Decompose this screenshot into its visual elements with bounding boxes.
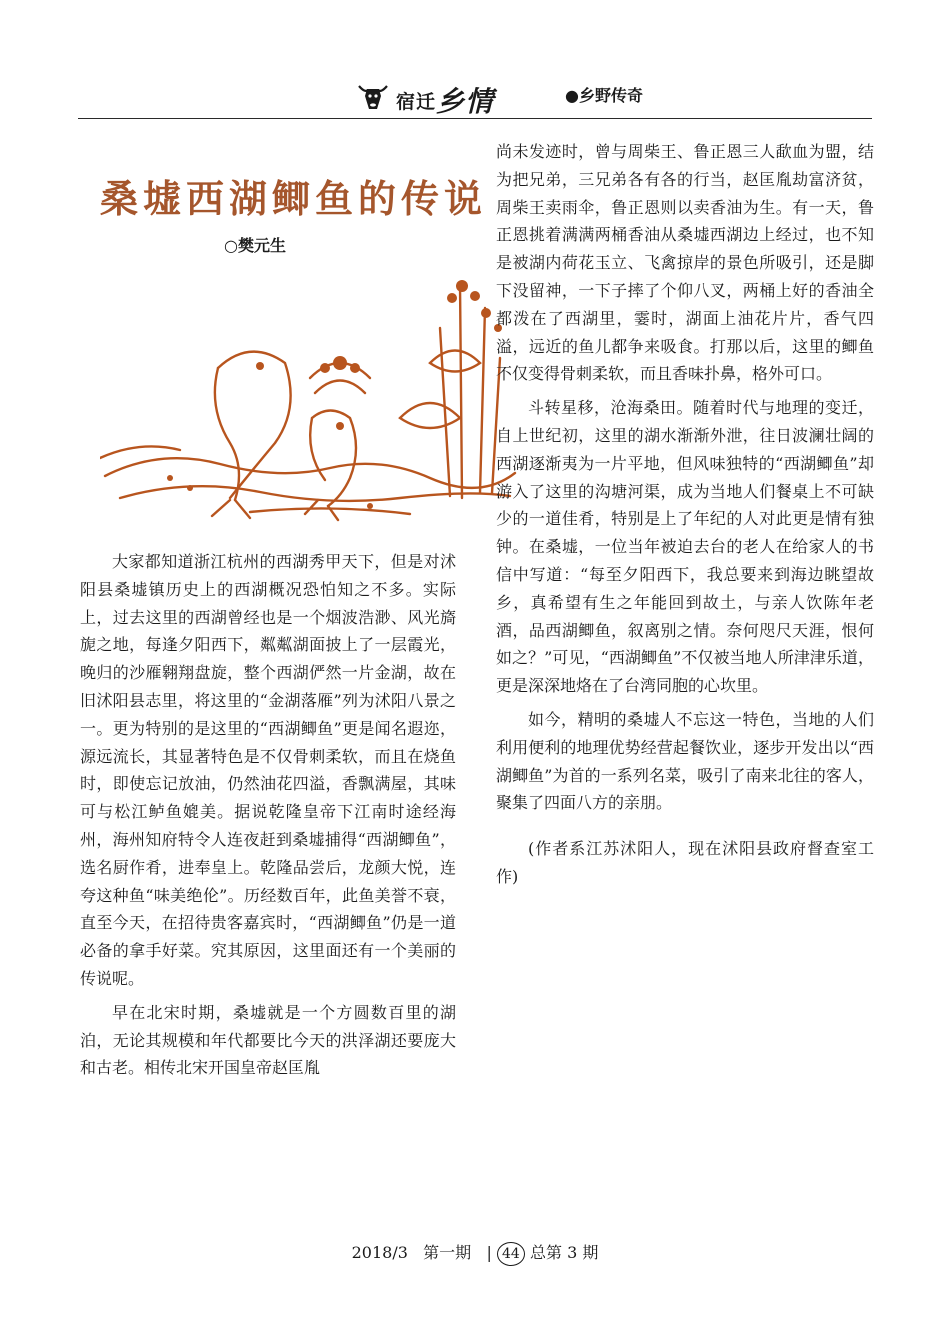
article-author: ○樊元生 bbox=[224, 236, 286, 255]
paragraph: 大家都知道浙江杭州的西湖秀甲天下，但是对沭阳县桑墟镇历史上的西湖概况恐怕知之不多。实际上，过去这里的西湖曾经也是一个烟波浩渺、风光旖旎之地，每逢夕阳西下，粼粼湖面披上了一层霞光，晚归的沙雁翱翔盘旋，整个西湖俨然一片金湖，故在旧沭阳县志里，将这里的“金湖落雁”列为沭阳八景之一。更为特别的是这里的“西湖鲫鱼”更是闻名遐迩，源远流长，其显著特色是不仅骨刺柔软，而且在烧鱼时，即使忘记放油，仍然油花四溢，香飘满屋，其味可与松江鲈鱼媲美。据说乾隆皇帝下江南时途经海州，海州知府特令人连夜赶到桑墟捕得“西湖鲫鱼”，选名厨作肴，进奉皇上。乾隆品尝后，龙颜大悦，连夸这种鱼“味美绝伦”。历经数百年，此鱼美誉不衰，直至今天，在招待贵客嘉宾时，“西湖鲫鱼”仍是一道必备的拿手好菜。究其原因，这里面还有一个美丽的传说呢。 bbox=[80, 552, 456, 988]
issue-label: 第一期 bbox=[423, 1243, 472, 1262]
article-title: 桑墟西湖鲫鱼的传说 bbox=[100, 177, 488, 221]
carp-lotus-papercut-illustration bbox=[100, 268, 520, 523]
paragraph-continued: 尚未发迹时，曾与周柴王、鲁正恩三人歃血为盟，结为把兄弟，三兄弟各有各的行当，赵匡胤劫富济贫，周柴王卖雨伞，鲁正恩则以卖香油为生。有一天，鲁正恩挑着满满两桶香油从桑墟西湖边上经过，也不知是被湖内荷花玉立、飞禽掠岸的景色所吸引，还是脚下没留神，一下子摔了个仰八叉，两桶上好的香油全都泼在了西湖里，霎时，湖面上油花片片，香气四溢，远近的鱼儿都争来吸食。打那以后，这里的鲫鱼不仅变得骨刺柔软，而且香味扑鼻，格外可口。 bbox=[496, 142, 874, 384]
magazine-name bbox=[396, 80, 494, 120]
page-number: 44 bbox=[497, 1242, 525, 1266]
paragraph: 早在北宋时期，桑墟就是一个方圆数百里的湖泊，无论其规模和年代都要比今天的洪泽湖还要庞大和古老。相传北宋开国皇帝赵匡胤 bbox=[80, 1002, 456, 1078]
right-column bbox=[496, 138, 874, 891]
total-issue: 总第 3 期 bbox=[530, 1243, 599, 1262]
magazine-big: 乡情 bbox=[436, 85, 495, 118]
paragraph: 斗转星移，沧海桑田。随着时代与地理的变迁，自上世纪初，这里的湖水渐渐外泄，往日波澜壮阔的西湖逐渐夷为一片平地，但风味独特的“西湖鲫鱼”却游入了这里的沟塘河渠，成为当地人们餐桌上不可缺少的一道佳肴，特别是上了年纪的人对此更是情有独钟。在桑墟，一位当年被迫去台的老人在给家人的书信中写道：“每至夕阳西下，我总要来到海边眺望故乡，真希望有生之年能回到故土，与亲人饮陈年老酒，品西湖鲫鱼，叙离别之情。奈何咫尺天涯，恨何如之？”可见，“西湖鲫鱼”不仅被当地人所津津乐道，更是深深地烙在了台湾同胞的心坎里。 bbox=[496, 398, 874, 696]
left-column bbox=[80, 548, 456, 1082]
section-label: ●乡野传奇 bbox=[565, 86, 643, 105]
page-header bbox=[78, 74, 872, 119]
issue-date: 2018/3 bbox=[351, 1243, 408, 1262]
magazine-prefix: 宿迁 bbox=[396, 91, 437, 113]
footer-separator: | bbox=[486, 1243, 492, 1262]
paragraph: 如今，精明的桑墟人不忘这一特色，当地的人们利用便利的地理优势经营起餐饮业，逐步开发出以“西湖鲫鱼”为首的一系列名菜，吸引了南来北往的客人，聚集了四面八方的亲朋。 bbox=[496, 709, 874, 813]
author-note: (作者系江苏沭阳人，现在沭阳县政府督查室工作) bbox=[496, 839, 874, 886]
ox-head-icon bbox=[356, 80, 390, 114]
page-footer bbox=[0, 1240, 950, 1266]
